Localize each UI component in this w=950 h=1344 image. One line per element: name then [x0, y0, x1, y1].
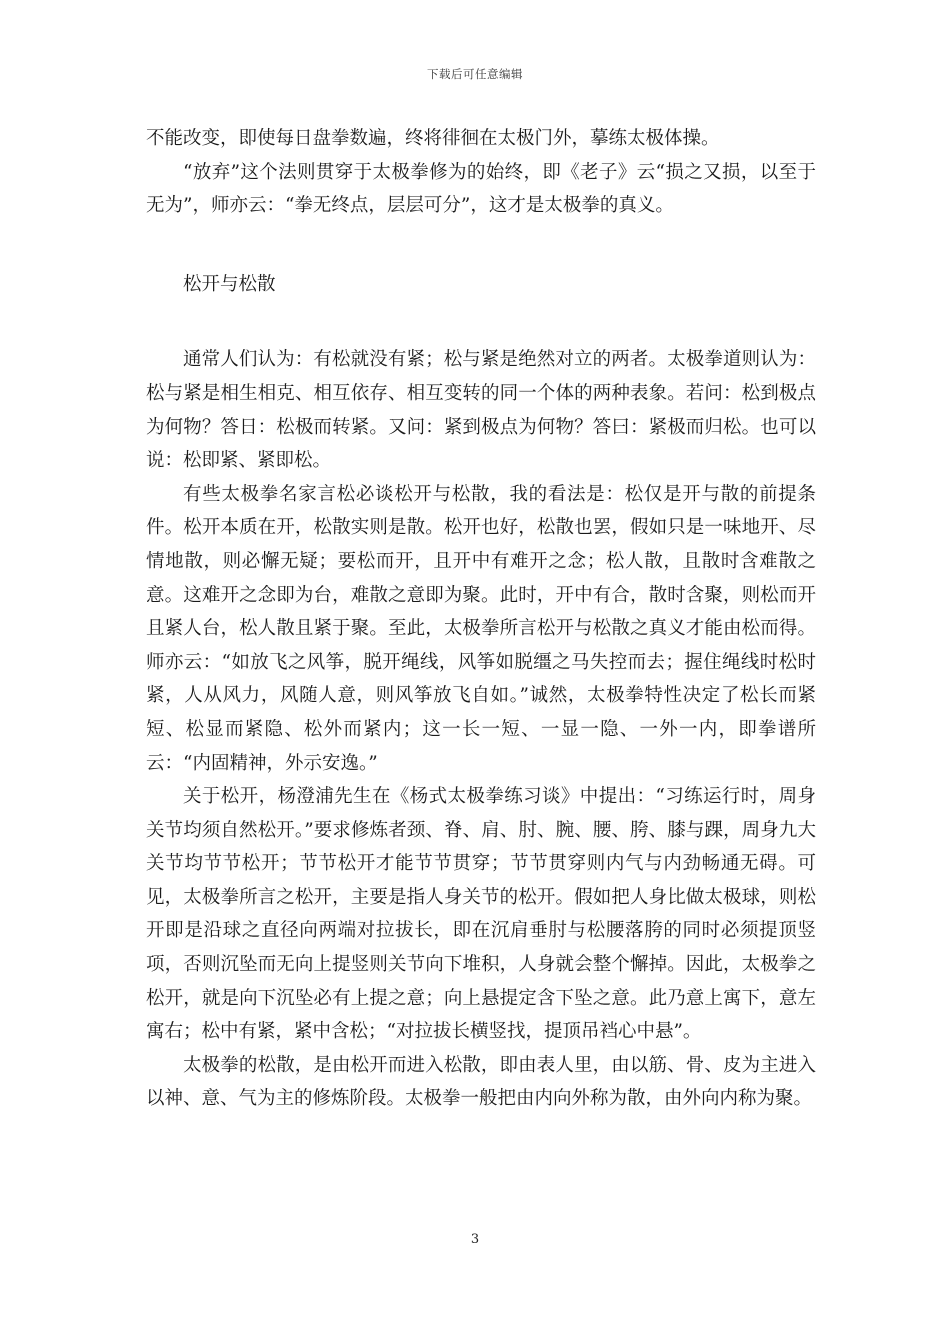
page-number: 3	[470, 1232, 480, 1247]
document-body	[146, 122, 816, 1116]
paragraph-continued: 不能改变，即使每日盘拳数遍，终将徘徊在太极门外，摹练太极体操。	[146, 128, 720, 149]
section-heading: 松开与松散	[183, 273, 276, 295]
paragraph-song-jin: 通常人们认为：有松就没有紧；松与紧是绝然对立的两者。太极拳道则认为：松与紧是相生相克、相互依存、相互变转的同一个体的两种表象。若问：松到极点为何物？答日：松极而转紧。又问：紧到极点为何物？答曰：紧极而归松。也可以说：松即紧、紧即松。	[146, 349, 816, 472]
paragraph-fangqi: “放弃”这个法则贯穿于太极拳修为的始终，即《老子》云“损之又损，以至于无为”，师亦云：“拳无终点，层层可分”，这才是太极拳的真义。	[146, 161, 816, 217]
paragraph-yang-chengpu: 关于松开，杨澄浦先生在《杨式太极拳练习谈》中提出：“习练运行时，周身关节均须自然松开。”要求修炼者颈、脊、肩、肘、腕、腰、胯、膝与踝，周身九大关节均节节松开；节节松开才能节节贯穿；节节贯穿则内气与内劲畅通无碍。可见，太极拳所言之松开，主要是指人身关节的松开。假如把人身比做太极球，则松开即是沿球之直径向两端对拉拔长，即在沉肩垂肘与松腰落胯的同时必须提顶竖项，否则沉坠而无向上提竖则关节向下堆积，人身就会整个懈掉。因此，太极拳之松开，就是向下沉坠必有上提之意；向上悬提定含下坠之意。此乃意上寓下，意左寓右；松中有紧，紧中含松；“对拉拔长横竖找，提顶吊裆心中悬”。	[146, 786, 816, 1043]
page-header: 下载后可任意编辑	[427, 67, 523, 81]
paragraph-songsan: 太极拳的松散，是由松开而进入松散，即由表人里，由以筋、骨、皮为主进入以神、意、气为主的修炼阶段。太极拳一般把由内向外称为散，由外向内称为聚。	[146, 1054, 816, 1110]
paragraph-songkai-songsan: 有些太极拳名家言松必谈松开与松散，我的看法是：松仅是开与散的前提条件。松开本质在开，松散实则是散。松开也好，松散也罢，假如只是一味地开、尽情地散，则必懈无疑；要松而开，且开中有难开之念；松人散，且散时含难散之意。这难开之念即为台，难散之意即为聚。此时，开中有合，散时含聚，则松而开且紧人台，松人散且紧于聚。至此，太极拳所言松开与松散之真义才能由松而得。师亦云：“如放飞之风筝，脱开绳线，风筝如脱缰之马失控而去；握住绳线时松时紧，人从风力，风随人意，则风筝放飞自如。”诚然，太极拳特性决定了松长而紧短、松显而紧隐、松外而紧内；这一长一短、一显一隐、一外一内，即拳谱所云：“内固精神，外示安逸。”	[146, 483, 816, 774]
